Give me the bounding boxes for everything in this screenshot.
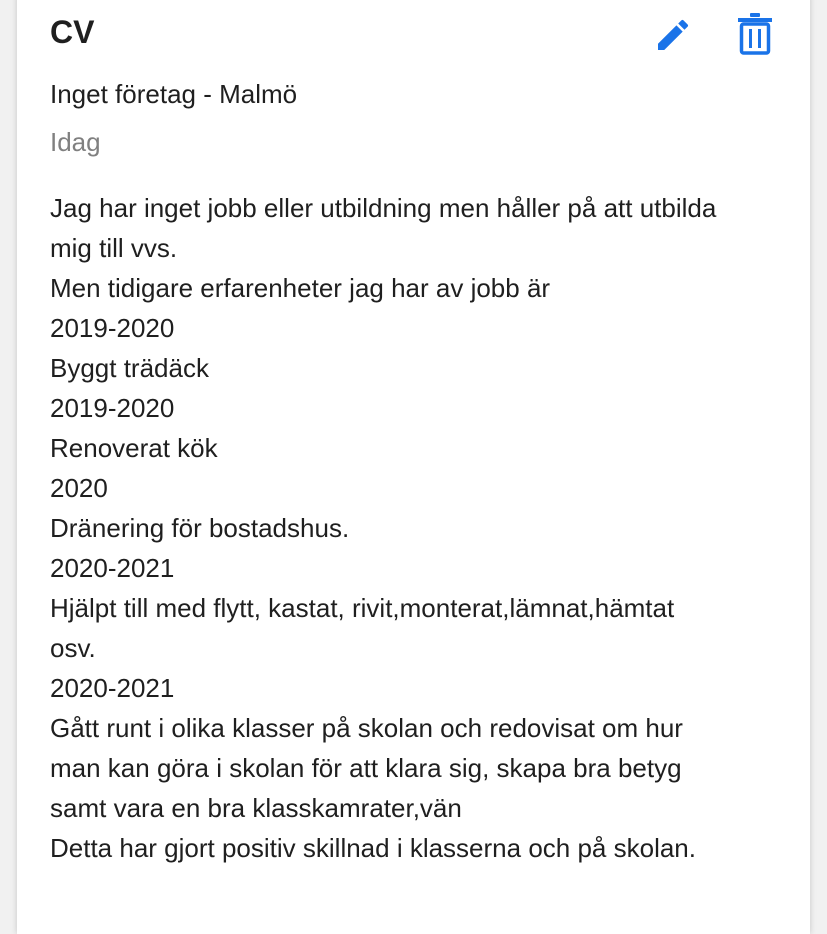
description-line: 2020-2021 xyxy=(50,673,175,703)
company-location: Inget företag - Malmö xyxy=(50,79,298,109)
description-line: samt vara en bra klasskamrater,vän xyxy=(50,793,462,823)
delete-button[interactable] xyxy=(733,10,777,58)
trash-icon xyxy=(738,13,772,55)
description-line: Byggt trädäck xyxy=(50,353,209,383)
pencil-icon xyxy=(653,15,693,55)
description-line: man kan göra i skolan för att klara sig, skapa bra betyg xyxy=(50,753,682,783)
description-line: Gått runt i olika klasser på skolan och redovisat om hur xyxy=(50,713,683,743)
cv-card xyxy=(17,0,810,934)
posted-date: Idag xyxy=(50,127,101,157)
description-line: 2020-2021 xyxy=(50,553,175,583)
description-line: Renoverat kök xyxy=(50,433,218,463)
cv-title: CV xyxy=(50,14,95,50)
description-line: Jag har inget jobb eller utbildning men håller på att utbilda xyxy=(50,193,717,223)
description-line: 2019-2020 xyxy=(50,393,175,423)
cv-description xyxy=(50,188,790,868)
description-line: osv. xyxy=(50,633,96,663)
description-line: 2019-2020 xyxy=(50,313,175,343)
description-line: Dränering för bostadshus. xyxy=(50,513,350,543)
edit-button[interactable] xyxy=(649,12,697,58)
description-line: Hjälpt till med flytt, kastat, rivit,monterat,lämnat,hämtat xyxy=(50,593,675,623)
description-line: Men tidigare erfarenheter jag har av jobb är xyxy=(50,273,551,303)
description-line: mig till vvs. xyxy=(50,233,178,263)
description-line: 2020 xyxy=(50,473,108,503)
description-line: Detta har gjort positiv skillnad i klasserna och på skolan. xyxy=(50,833,696,863)
